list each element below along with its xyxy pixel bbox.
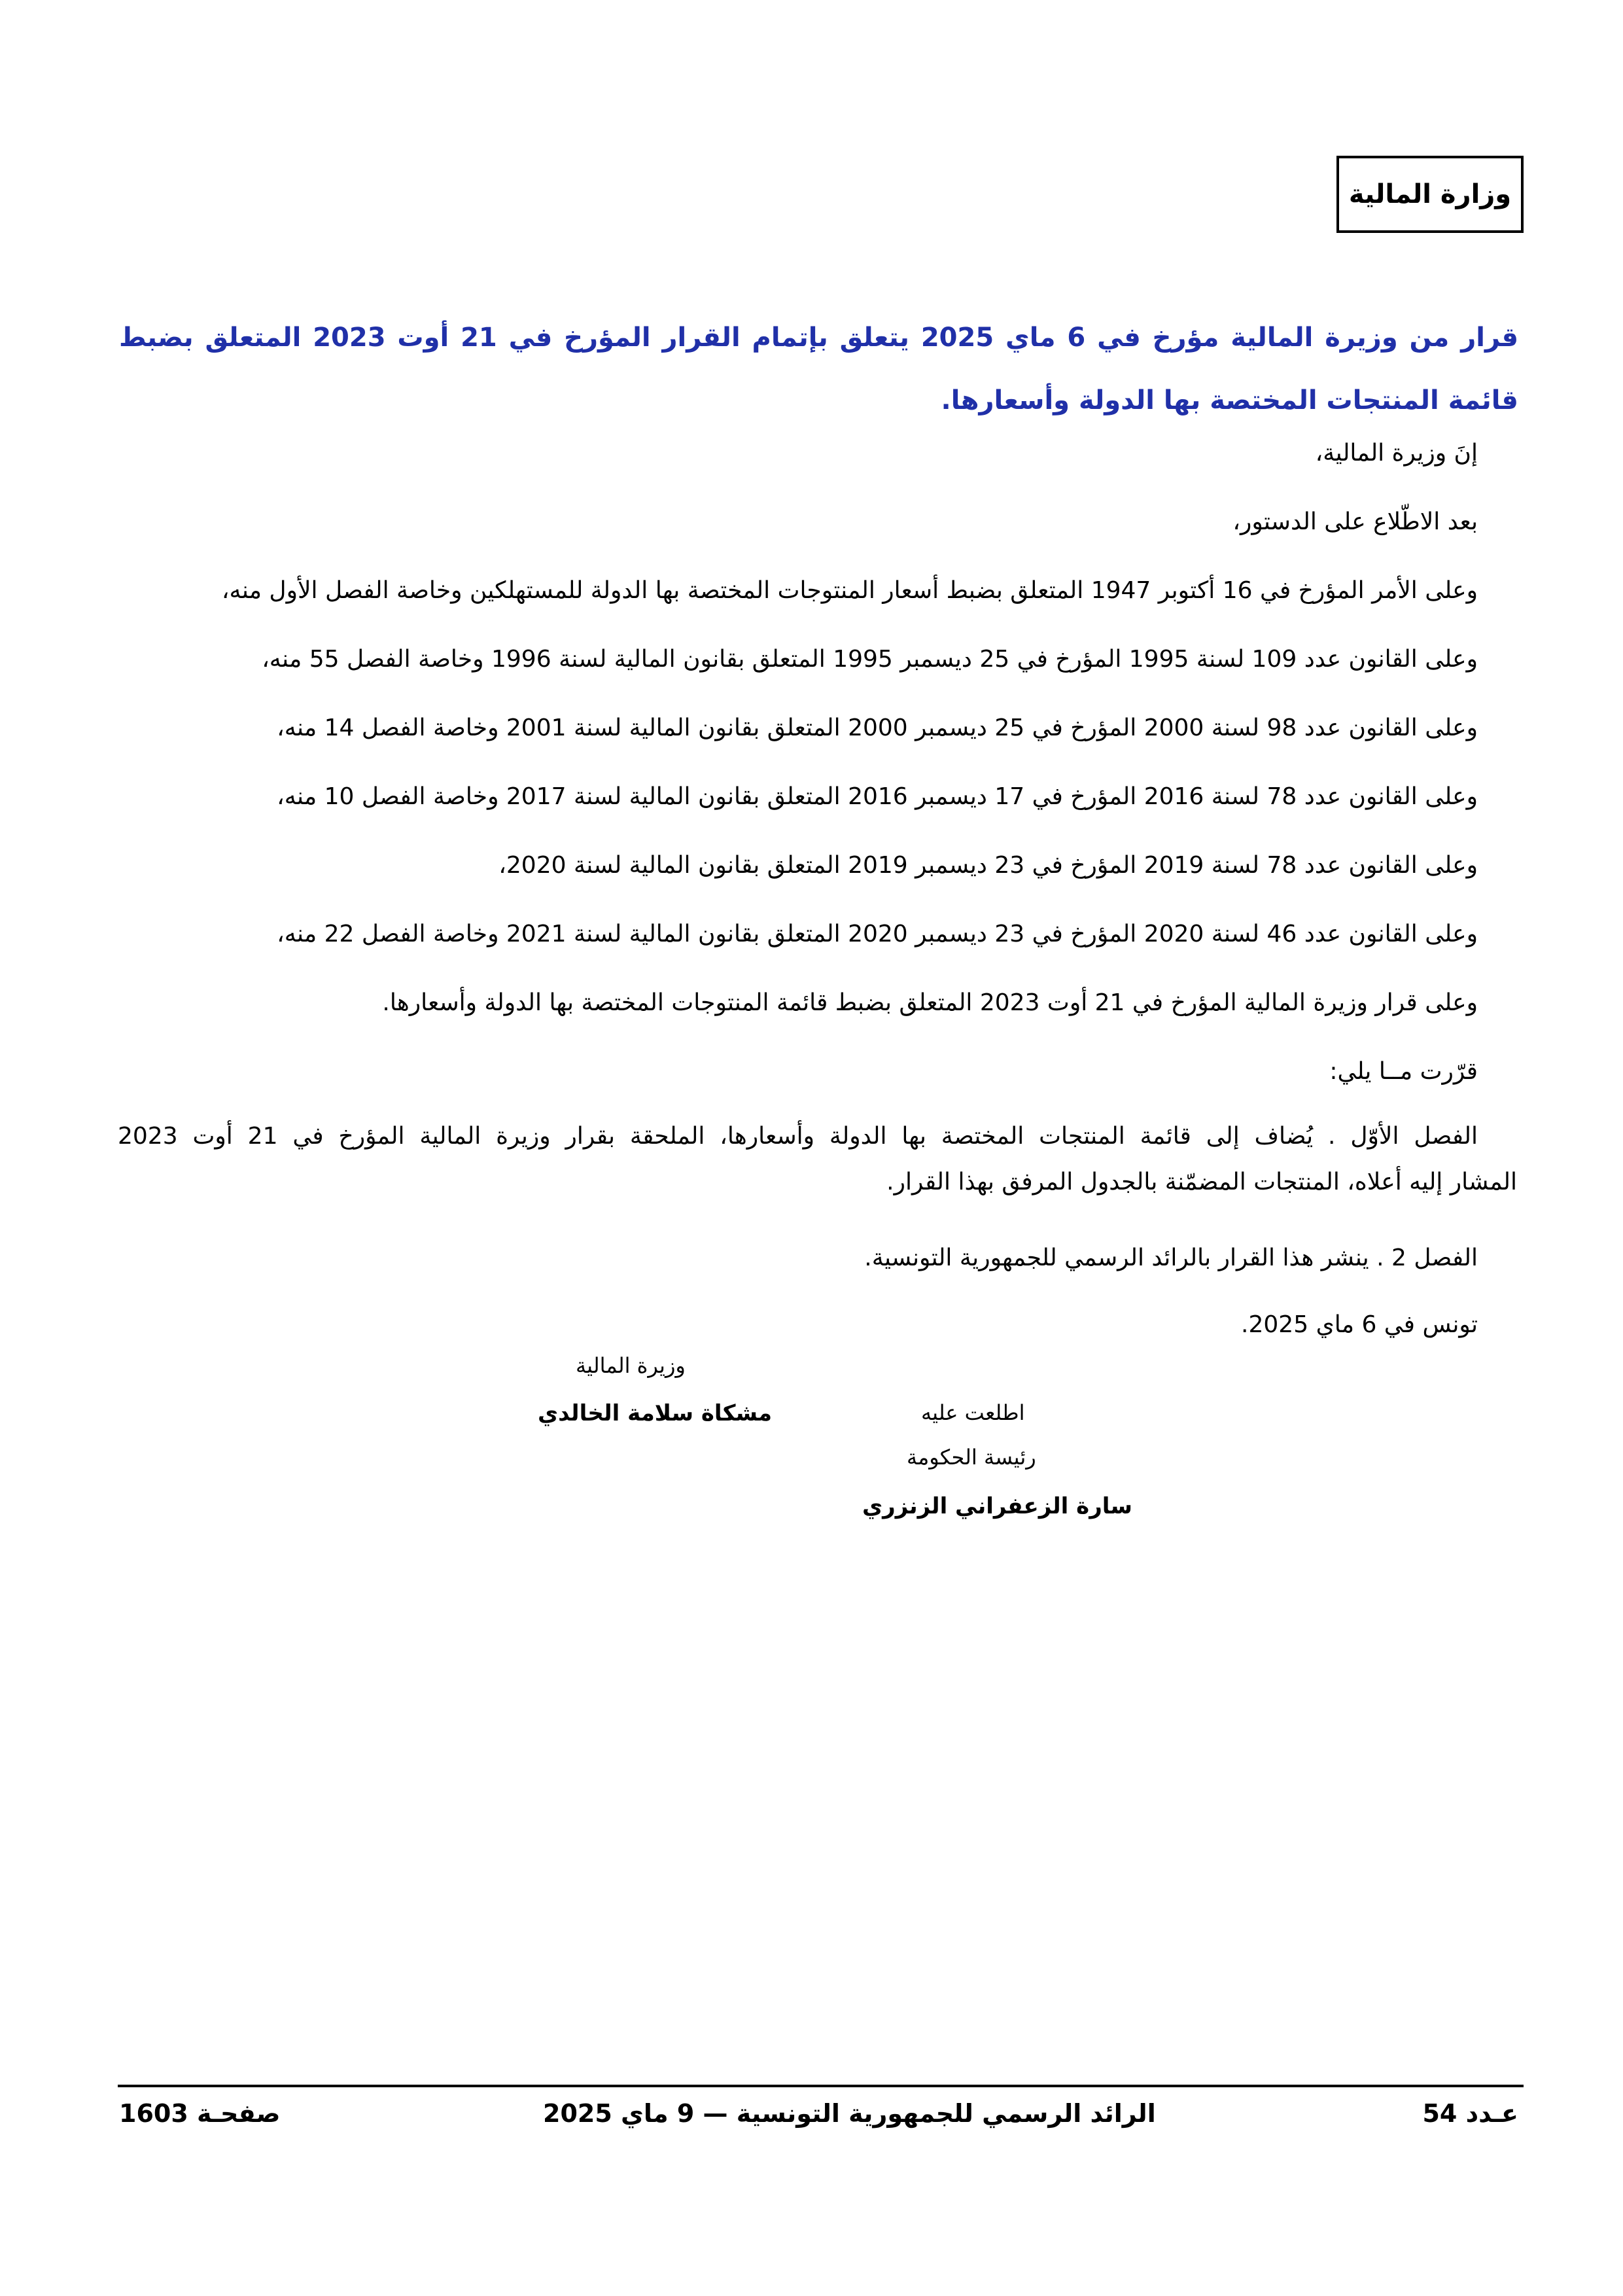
preamble-line: وعلى قرار وزيرة المالية المؤرخ في 21 أوت 2023 المتعلق بضبط قائمة المنتوجات المختصة بها الدولة وأسعارها. — [382, 989, 1478, 1016]
place-date-text: تونس في 6 ماي 2025. — [1241, 1311, 1478, 1338]
preamble-line: وعلى القانون عدد 78 لسنة 2016 المؤرخ في 17 ديسمبر 2016 المتعلق بقانون المالية لسنة 2017 وخاصة الفصل 10 منه، — [277, 783, 1478, 810]
place-date — [118, 1302, 1478, 1348]
article-1-line-2: المشار إليه أعلاه، المنتجات المضمّنة بالجدول المرفق بهذا القرار. — [886, 1169, 1517, 1195]
article-2 — [118, 1235, 1478, 1281]
preamble — [118, 419, 1478, 1106]
footer-journal-date: الرائد الرسمي للجمهورية التونسية — 9 ماي 2025 — [543, 2099, 1156, 2128]
preamble-line: إنَ وزيرة المالية، — [1315, 440, 1478, 467]
decree-title: قرار من وزيرة المالية مؤرخ في 6 ماي 2025 يتعلق بإتمام القرار المؤرخ في 21 أوت 2023 المتعلق بضبط قائمة المنتجات المختصة بها الدولة وأسعارها. — [119, 323, 1519, 415]
preamble-line: وعلى القانون عدد 109 لسنة 1995 المؤرخ في 25 ديسمبر 1995 المتعلق بقانون المالية لسنة 1996 وخاصة الفصل 55 منه، — [262, 646, 1478, 673]
seen-label: اطلعت عليه — [921, 1400, 1025, 1425]
footer-issue-number: عـدد 54 — [1422, 2099, 1518, 2128]
preamble-line: وعلى القانون عدد 46 لسنة 2020 المؤرخ في 23 ديسمبر 2020 المتعلق بقانون المالية لسنة 2021 وخاصة الفصل 22 منه، — [277, 921, 1478, 947]
preamble-line: بعد الاطّلاع على الدستور، — [1232, 508, 1478, 535]
pm-name: سارة الزعفراني الزنزري — [862, 1493, 1132, 1519]
decision-intro: قرّرت مــا يلي: — [1329, 1058, 1478, 1085]
preamble-line: وعلى الأمر المؤرخ في 16 أكتوبر 1947 المتعلق بضبط أسعار المنتوجات المختصة بها الدولة للمستهلكين وخاصة الفصل الأول منه، — [221, 577, 1478, 604]
preamble-line: وعلى القانون عدد 78 لسنة 2019 المؤرخ في 23 ديسمبر 2019 المتعلق بقانون المالية لسنة 2020، — [498, 852, 1478, 879]
article-1 — [118, 1114, 1517, 1205]
footer-page-number: صفحـة 1603 — [119, 2099, 281, 2128]
minister-title: وزيرة المالية — [576, 1353, 686, 1378]
pm-title: رئيسة الحكومة — [907, 1445, 1036, 1470]
article-2-text: الفصل 2 . ينشر هذا القرار بالرائد الرسمي للجمهورية التونسية. — [864, 1245, 1478, 1271]
ministry-header-box — [1336, 156, 1524, 233]
minister-name: مشكاة سلامة الخالدي — [538, 1400, 773, 1426]
footer-divider — [118, 2085, 1524, 2087]
ministry-name: وزارة المالية — [1348, 179, 1512, 209]
preamble-line: وعلى القانون عدد 98 لسنة 2000 المؤرخ في 25 ديسمبر 2000 المتعلق بقانون المالية لسنة 2001 وخاصة الفصل 14 منه، — [277, 715, 1478, 741]
article-1-line-1: الفصل الأوّل . يُضاف إلى قائمة المنتجات المختصة بها الدولة وأسعارها، الملحقة بقرار وزيرة المالية المؤرخ في 21 أوت 2023 — [118, 1123, 1478, 1150]
